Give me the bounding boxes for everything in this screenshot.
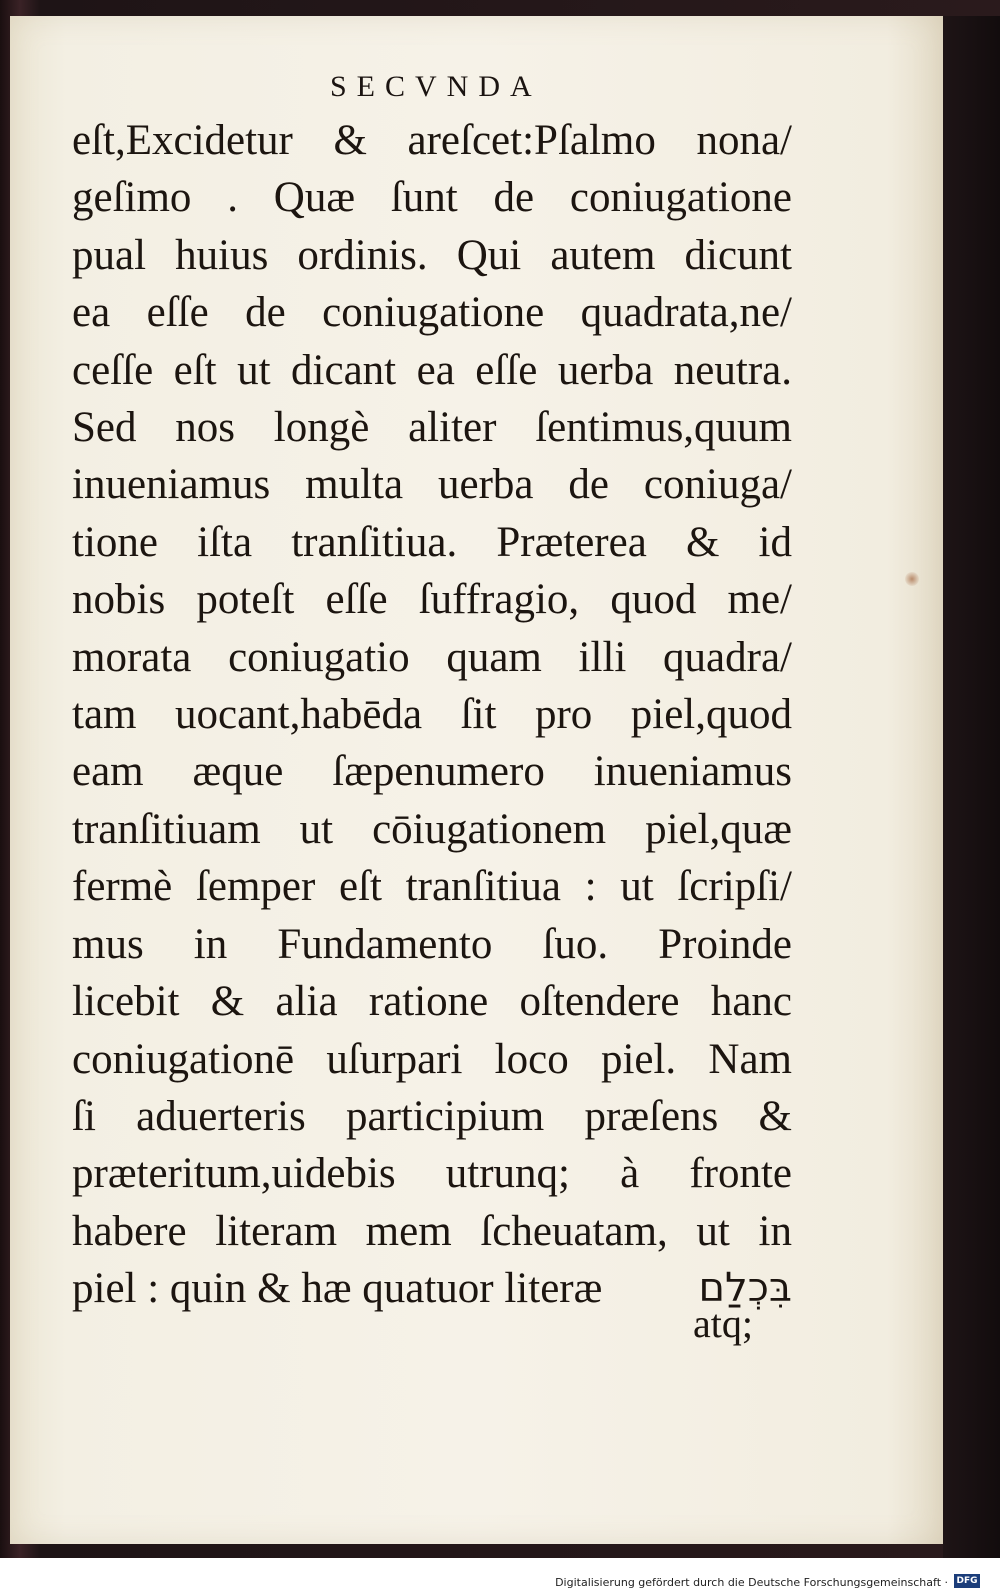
text-line: mus in Fundamento ſuo. Proinde bbox=[72, 920, 792, 968]
text-line: morata coniugatio quam illi quadra/ bbox=[72, 633, 792, 681]
hebrew-word: בִּכְלַם bbox=[698, 1265, 792, 1312]
paper-stain bbox=[905, 572, 919, 586]
running-head: SECVNDA bbox=[330, 70, 542, 103]
dfg-logo: DFG bbox=[954, 1574, 980, 1588]
text-line: tranſitiuam ut cōiugationem piel,quæ bbox=[72, 805, 792, 853]
footer-credit: Digitalisierung gefördert durch die Deutsche Forschungsgemeinschaft · bbox=[555, 1576, 948, 1589]
text-line-last bbox=[72, 1260, 792, 1317]
text-line: inueniamus multa uerba de coniuga/ bbox=[72, 461, 792, 509]
text-line: ea eſſe de coniugatione quadrata,ne/ bbox=[72, 289, 792, 337]
text-line: fermè ſemper eſt tranſitiua : ut ſcripſi/ bbox=[72, 863, 792, 911]
text-line: Sed nos longè aliter ſentimus,quum bbox=[72, 404, 792, 452]
text-line: pual huius ordinis. Qui autem dicunt bbox=[72, 231, 792, 279]
text-line: habere literam mem ſcheuatam, ut in bbox=[72, 1207, 792, 1255]
text-line: præteritum,uidebis utrunq; à fronte bbox=[72, 1150, 792, 1198]
text-line: nobis poteſt eſſe ſuffragio, quod me/ bbox=[72, 576, 792, 624]
catchword: atq; bbox=[693, 1301, 753, 1346]
text-line: tam uocant,habēda ſit pro piel,quod bbox=[72, 691, 792, 739]
last-line-text: piel : quin & hæ quatuor literæ bbox=[72, 1265, 603, 1313]
text-line: licebit & alia ratione oſtendere hanc bbox=[72, 978, 792, 1026]
text-line: ceſſe eſt ut dicant ea eſſe uerba neutra. bbox=[72, 346, 792, 394]
text-line: geſimo . Quæ ſunt de coniugatione bbox=[72, 174, 792, 222]
body-text bbox=[72, 112, 792, 1318]
book-edge bbox=[943, 16, 1000, 1558]
text-line: tione iſta tranſitiua. Præterea & id bbox=[72, 518, 792, 566]
text-line: coniugationē uſurpari loco piel. Nam bbox=[72, 1035, 792, 1083]
text-line: eam æque ſæpenumero inueniamus bbox=[72, 748, 792, 796]
text-line: ſi aduerteris participium præſens & bbox=[72, 1092, 792, 1140]
text-line: eſt,Excidetur & areſcet:Pſalmo nona/ bbox=[72, 117, 792, 164]
